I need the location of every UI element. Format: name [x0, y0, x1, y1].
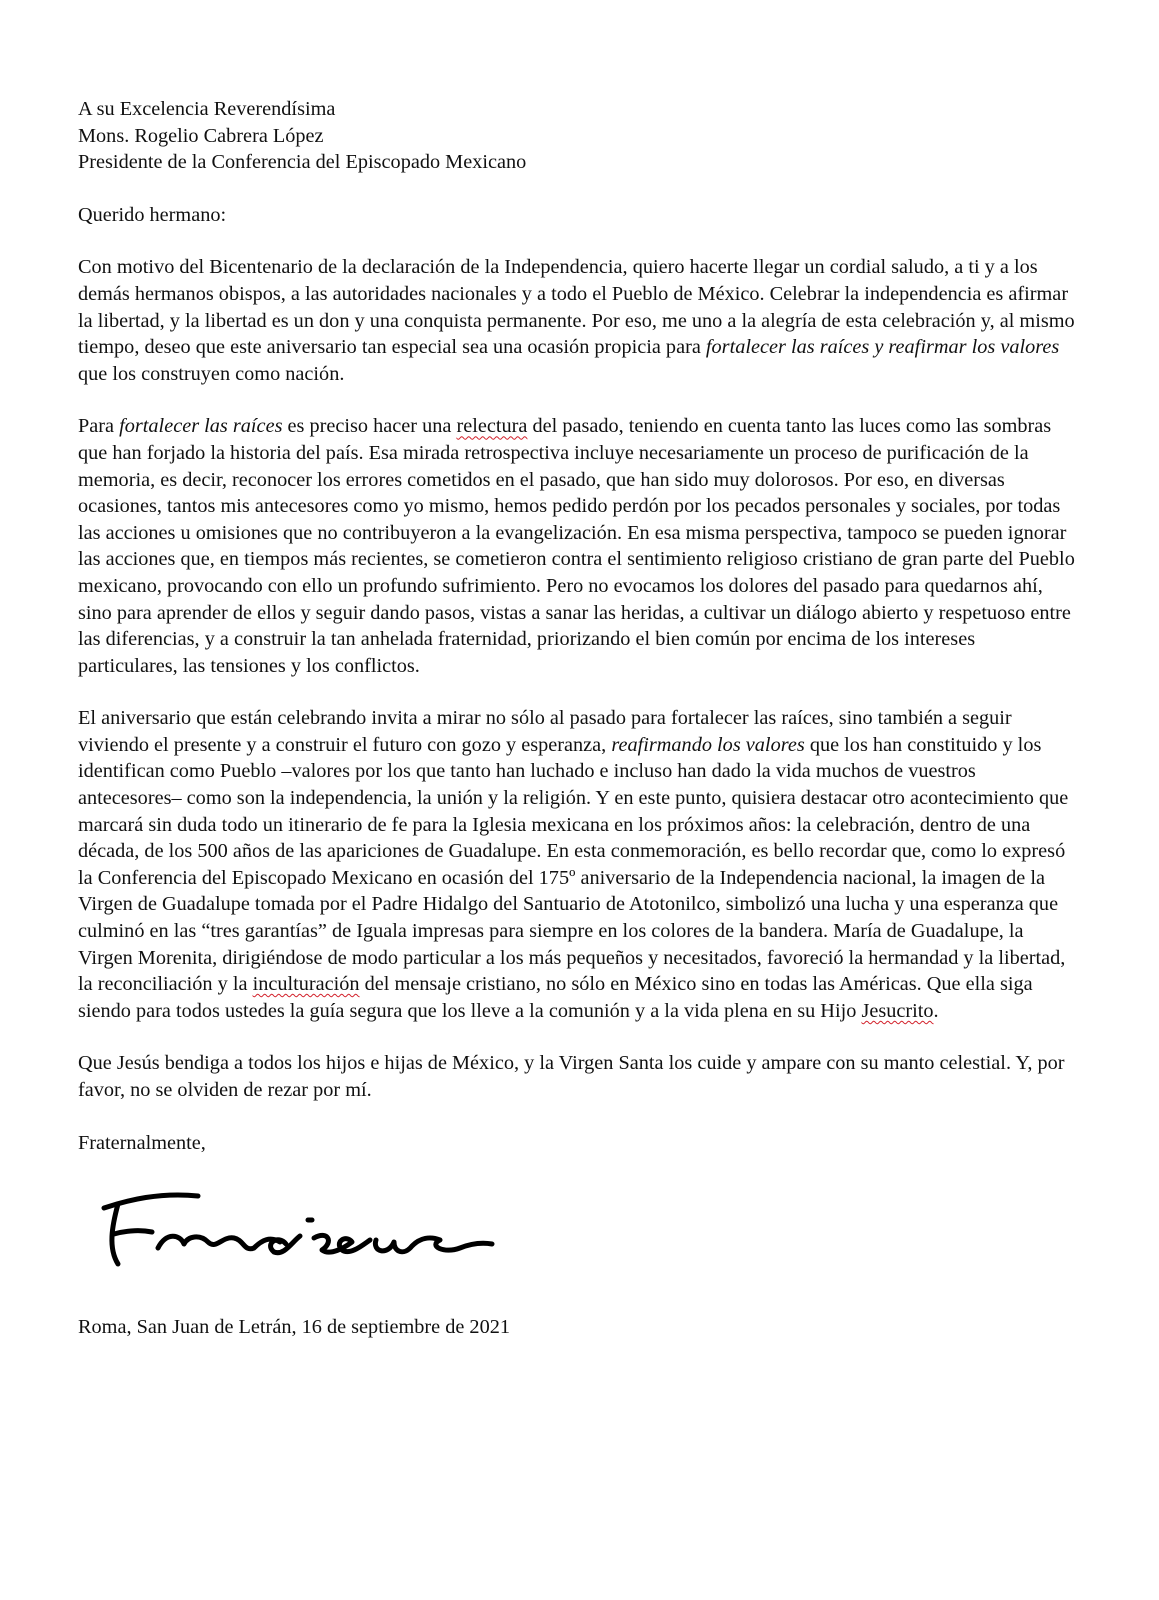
paragraph-3	[78, 705, 1079, 1024]
paragraph-3-end: .	[933, 999, 939, 1022]
paragraph-1	[78, 254, 1079, 387]
signature-stroke	[158, 1236, 280, 1249]
recipient-address	[78, 96, 1079, 176]
dateline: Roma, San Juan de Letrán, 16 de septiembre de 2021	[78, 1316, 510, 1339]
paragraph-2-mid: es preciso hacer una	[282, 415, 457, 438]
spellcheck-flagged-word: inculturación	[252, 973, 360, 996]
spellcheck-flagged-word: Jesucrito	[861, 999, 934, 1022]
paragraph-3-middle-2: del mensaje cristiano, no sólo en México sino en todas las Américas. Que ella siga siendo para todos ustedes la guía segura que los lleve a la comunión y a la vida plena en su Hijo	[78, 973, 1033, 1022]
paragraph-2-emphasis: fortalecer las raíces	[119, 415, 283, 438]
paragraph-3-middle: que los han constituido y los identifican como Pueblo –valores por los que tanto han luchado e incluso han dado la vida muchos de vuestros antecesores– como son la independencia, la unión y la religión. Y en este punto, quisiera destacar otro acontecimiento que marcará sin duda todo un itinerario de fe para la Iglesia mexicana en los próximos años: la celebración, dentro de una década, de los 500 años de las apariciones de Guadalupe. En esta conmemoración, es bello recordar que, como lo expresó la Conferencia del Episcopado Mexicano en ocasión del 175º aniversario de la Independencia nacional, la imagen de la Virgen de Guadalupe tomada por el Padre Hidalgo del Santuario de Atotonilco, simbolizó una lucha y una esperanza que culminó en las “tres garantías” de Iguala impresas para siempre en los colores de la bandera. María de Guadalupe, la Virgen Morenita, dirigiéndose de modo particular a los más pequeños y necesitados, favoreció la hermandad y la libertad, la reconciliación y la	[78, 733, 1069, 996]
signature-stroke	[114, 1231, 152, 1234]
signature-stroke	[271, 1236, 300, 1253]
signature-stroke	[314, 1236, 370, 1253]
paragraph-2	[78, 413, 1079, 679]
paragraph-1-text: Con motivo del Bicentenario de la declaración de la Independencia, quiero hacerte llegar un cordial saludo, a ti y a los demás hermanos obispos, a las autoridades nacionales y a todo el Pueblo de México. Celebrar la independencia es afirmar la libertad, y la libertad es un don y una conquista permanente. Por eso, me uno a la alegría de esta celebración y, al mismo tiempo, deseo que este aniversario tan especial sea una ocasión propicia para	[78, 256, 1075, 359]
paragraph-4: Que Jesús bendiga a todos los hijos e hijas de México, y la Virgen Santa los cuide y ampare con su manto celestial. Y, por favor, no se olviden de rezar por mí.	[78, 1052, 1065, 1101]
closing: Fraternalmente,	[78, 1131, 206, 1154]
address-line-2: Mons. Rogelio Cabrera López	[78, 124, 324, 147]
address-line-3: Presidente de la Conferencia del Episcopado Mexicano	[78, 151, 527, 174]
paragraph-1-text-end: que los construyen como nación.	[78, 362, 345, 385]
spellcheck-flagged-word: relectura	[456, 415, 528, 438]
paragraph-2-lead: Para	[78, 415, 120, 438]
address-line-1: A su Excelencia Reverendísima	[78, 98, 336, 120]
signature-image	[88, 1186, 508, 1278]
signature-stroke	[375, 1238, 492, 1252]
paragraph-2-rest: del pasado, teniendo en cuenta tanto las luces como las sombras que han forjado la historia del país. Esa mirada retrospectiva incluye necesariamente un proceso de purificación de la memoria, es decir, reconocer los errores cometidos en el pasado, que han sido muy dolorosos. Por eso, en diversas ocasiones, tantos mis antecesores como yo mismo, hemos pedido perdón por los pecados personales y sociales, por todas las acciones u omisiones que no contribuyeron a la evangelización. En esa misma perspectiva, tampoco se pueden ignorar las acciones que, en tiempos más recientes, se cometieron contra el sentimiento religioso cristiano de gran parte del Pueblo mexicano, provocando con ello un profundo sufrimiento. Pero no evocamos los dolores del pasado para quedarnos ahí, sino para aprender de ellos y seguir dando pasos, vistas a sanar las heridas, a cultivar un diálogo abierto y respetuoso entre las diferencias, y a construir la tan anhelada fraternidad, priorizando el bien común por encima de los intereses particulares, las tensiones y los conflictos.	[78, 415, 1075, 677]
paragraph-1-emphasis: fortalecer las raíces y reafirmar los valores	[705, 336, 1060, 359]
salutation: Querido hermano:	[78, 203, 227, 226]
paragraph-3-emphasis: reafirmando los valores	[611, 733, 805, 756]
paragraph-3-text: El aniversario que están celebrando invita a mirar no sólo al pasado para fortalecer las raíces, sino también a seguir viviendo el presente y a construir el futuro con gozo y esperanza,	[78, 707, 1012, 756]
